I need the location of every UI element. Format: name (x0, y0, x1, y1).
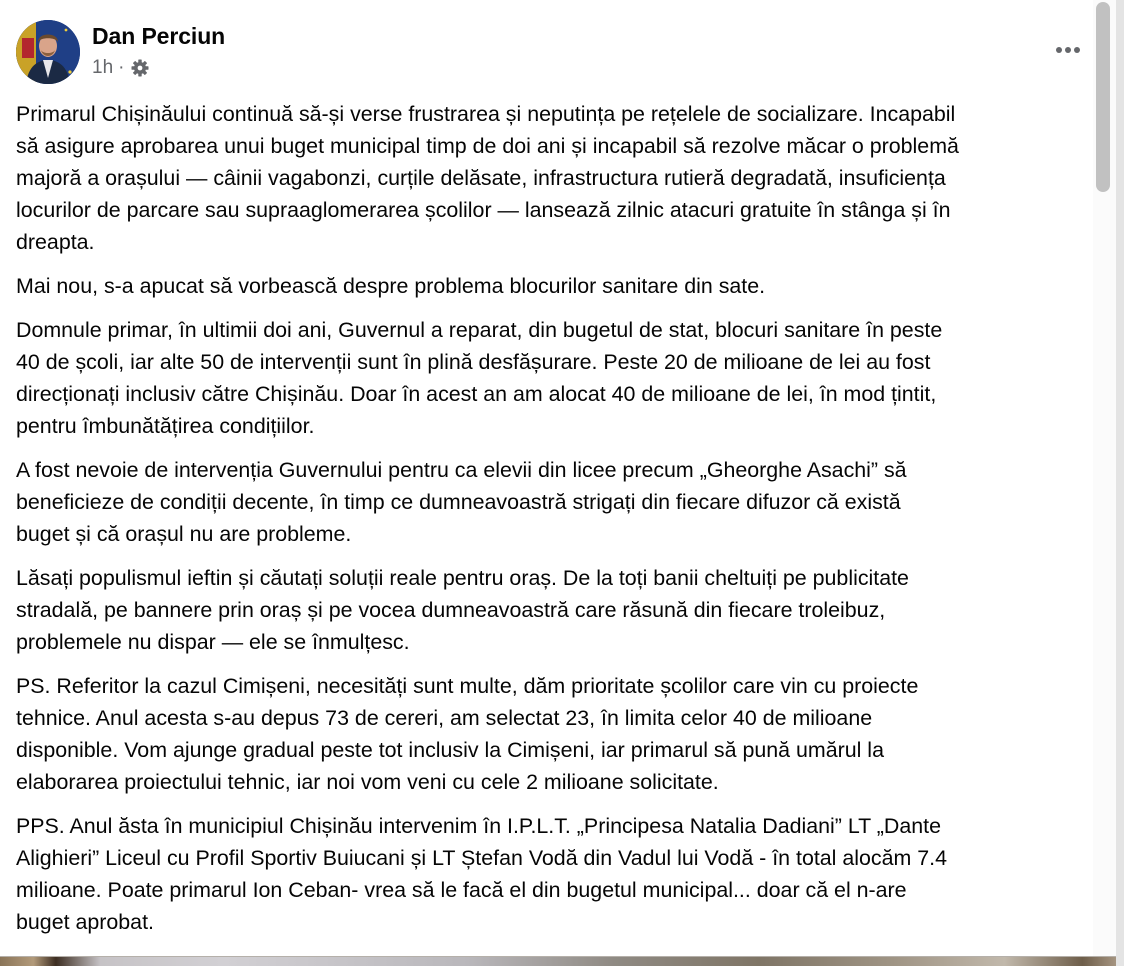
text-line: Primarul Chișinăului continuă să-și verse frustrarea și neputința pe rețelele de socializare. Incapabil (16, 102, 956, 126)
text-line: stradală, pe bannere prin oraș și pe vocea dumneavoastră care răsună din fiecare troleibuz, (16, 598, 886, 622)
text-line: Lăsați populismul ieftin și căutați soluții reale pentru oraș. De la toți banii cheltuiți pe publicitate (16, 566, 909, 590)
text-line: buget și că orașul nu are probleme. (16, 522, 352, 546)
text-line: A fost nevoie de intervenția Guvernului pentru ca elevii din licee precum „Gheorghe Asachi” să (16, 458, 907, 482)
text-line: PS. Referitor la cazul Cimișeni, necesități sunt multe, dăm prioritate școlilor care vin cu proiecte (16, 674, 919, 698)
text-line: dreapta. (16, 230, 95, 254)
post-paragraph (16, 270, 1106, 302)
post-image-preview[interactable] (0, 956, 1116, 966)
text-line: PPS. Anul ăsta în municipiul Chișinău intervenim în I.P.L.T. „Principesa Natalia Dadiani” LT „Dante (16, 814, 942, 838)
post-body (16, 98, 1106, 950)
text-line: 40 de școli, iar alte 50 de intervenții sunt în plină desfășurare. Peste 20 de milioane de lei au fost (16, 350, 931, 374)
text-line: Domnule primar, în ultimii doi ani, Guvernul a reparat, din bugetul de stat, blocuri sanitare în peste (16, 318, 943, 342)
text-line: beneficieze de condiții decente, în timp ce dumneavoastră strigați din fiecare difuzor că există (16, 490, 901, 514)
text-line: tehnice. Anul acesta s-au depus 73 de cereri, am selectat 23, în limita celor 40 de milioane (16, 706, 873, 730)
text-line: Mai nou, s-a apucat să vorbească despre problema blocurilor sanitare din sate. (16, 274, 766, 298)
post-options-button[interactable] (1050, 38, 1086, 62)
meta-separator: · (118, 57, 125, 78)
post-paragraph (16, 314, 1106, 442)
text-line: problemele nu dispar — ele se înmulțesc. (16, 630, 410, 654)
text-line: buget aprobat. (16, 910, 154, 934)
post-paragraph (16, 454, 1106, 550)
post-paragraph (16, 98, 1106, 258)
ellipsis-icon-dot (1056, 47, 1062, 53)
ellipsis-icon-dot (1074, 47, 1080, 53)
text-line: disponible. Vom ajunge gradual peste tot inclusiv la Cimișeni, iar primarul să pună umărul la (16, 738, 884, 762)
post-header (16, 20, 1096, 84)
scrollbar-thumb[interactable] (1096, 2, 1110, 192)
post-meta (92, 57, 150, 79)
author-avatar[interactable] (16, 20, 80, 84)
text-line: majoră a orașului — câinii vagabonzi, curțile delăsate, infrastructura rutieră degradată, insuficiența (16, 166, 946, 190)
text-line: locurilor de parcare sau supraaglomerarea școlilor — lansează zilnic atacuri gratuite în stânga și în (16, 198, 951, 222)
post-timestamp[interactable]: 1h (92, 57, 114, 78)
text-line: să asigure aprobarea unui buget municipal timp de doi ani și incapabil să rezolve măcar o problemă (16, 134, 959, 158)
text-line: elaborarea proiectului tehnic, iar noi vom veni cu cele 2 milioane solicitate. (16, 770, 719, 794)
text-line: milioane. Poate primarul Ion Ceban- vrea să le facă el din bugetul municipal... doar că el n-are (16, 878, 907, 902)
window-edge (1116, 0, 1124, 966)
text-line: direcționați inclusiv către Chișinău. Doar în acest an am alocat 40 de milioane de lei, în mod țintit, (16, 382, 937, 406)
gear-icon[interactable] (130, 58, 150, 78)
text-line: Alighieri” Liceul cu Profil Sportiv Buiucani și LT Ștefan Vodă din Vadul lui Vodă - în total alocăm 7.4 (16, 846, 948, 870)
post-paragraph (16, 562, 1106, 658)
profile-photo-icon (16, 20, 80, 84)
post-paragraph (16, 810, 1106, 938)
post-paragraph (16, 670, 1106, 798)
author-name[interactable]: Dan Perciun (92, 23, 226, 49)
ellipsis-icon-dot (1065, 47, 1071, 53)
text-line: pentru îmbunătățirea condițiilor. (16, 414, 315, 438)
